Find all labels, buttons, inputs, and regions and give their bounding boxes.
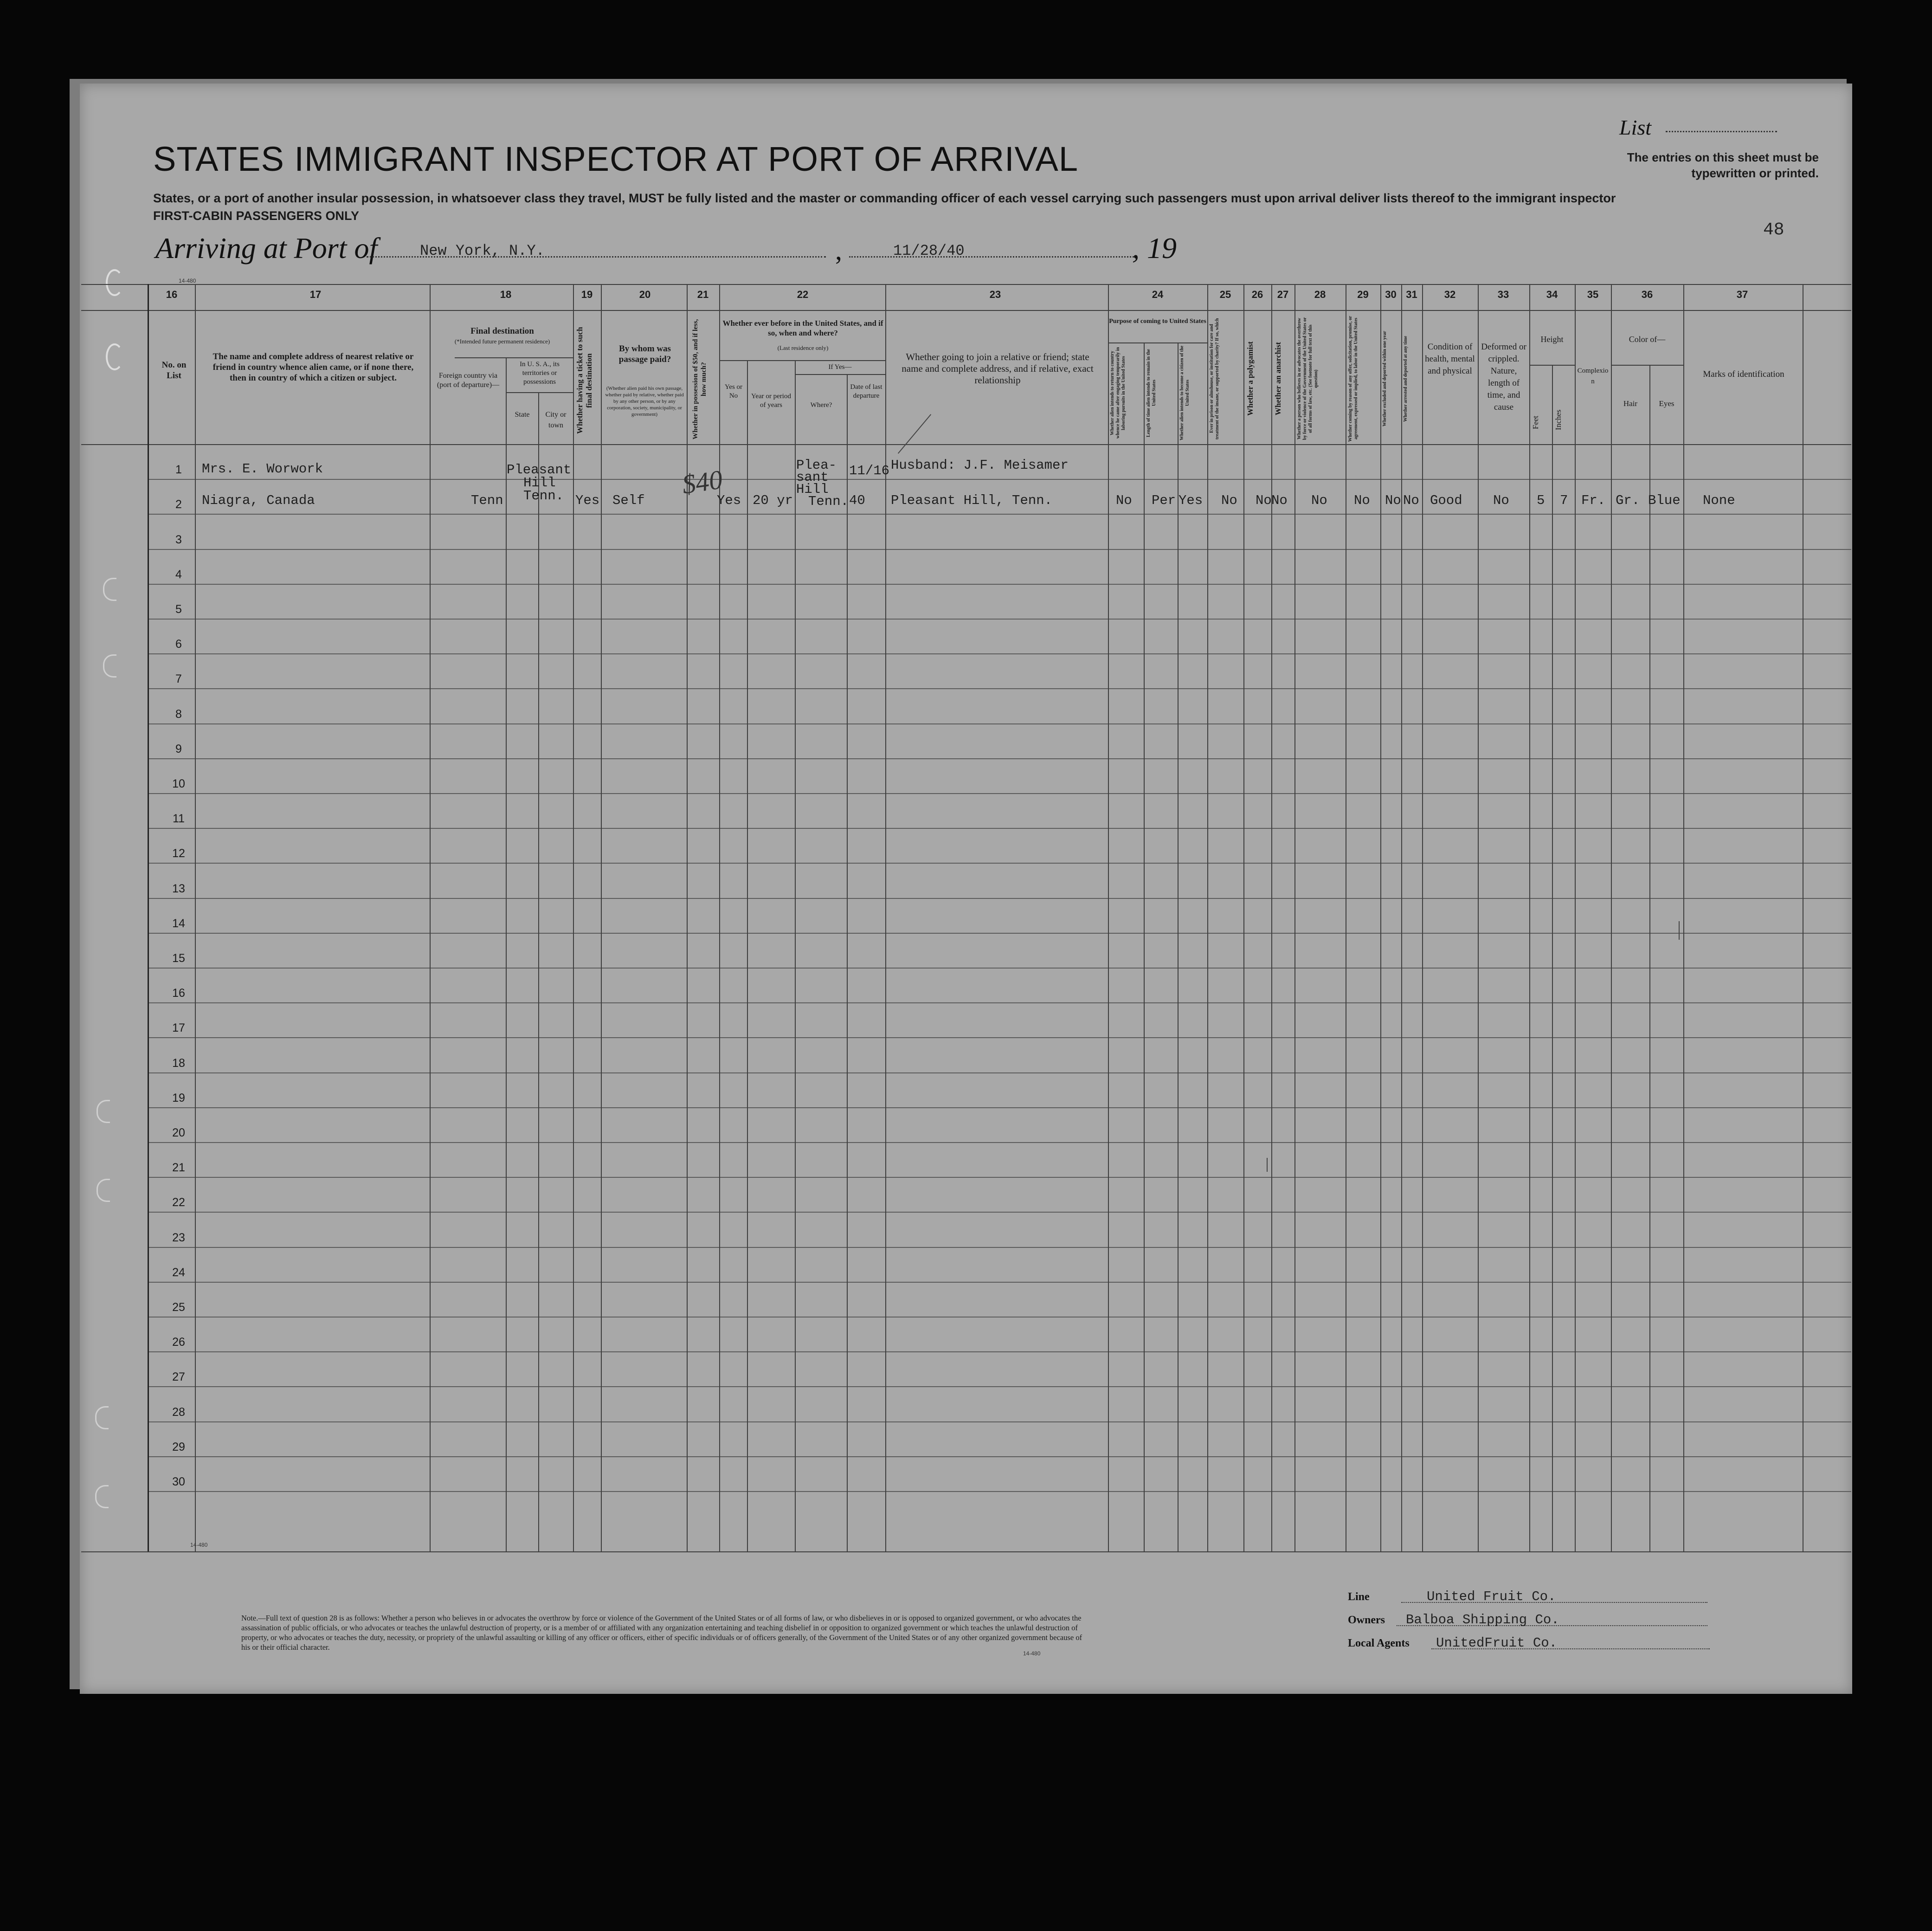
row-number: 29 xyxy=(172,1440,185,1453)
col18-sub-divider xyxy=(455,357,573,358)
bottom-form-number: 14-480 xyxy=(190,1542,208,1548)
owners-label: Owners xyxy=(1348,1614,1385,1626)
colnum-32: 32 xyxy=(1444,289,1456,300)
row-line xyxy=(148,1351,1851,1352)
header-passage-paid: By whom was passage paid? xyxy=(618,344,671,364)
where-4: Tenn. xyxy=(808,494,849,509)
row-line xyxy=(148,688,1851,689)
where-3: Hill xyxy=(796,482,829,497)
row-number: 8 xyxy=(175,707,182,721)
agents-label: Local Agents xyxy=(1348,1637,1410,1649)
col-border xyxy=(1529,284,1530,1551)
header-nearest-relative: The name and complete address of nearest relative or friend in country whence alien came, or if none there, then in country of which a citizen or subject. xyxy=(213,352,414,383)
polygamist: No xyxy=(1256,493,1272,508)
form-number: 14-480 xyxy=(179,278,196,284)
labor-offer: No xyxy=(1354,493,1370,508)
header-last-residence: (Last residence only) xyxy=(777,344,829,351)
where-1: Plea- xyxy=(796,458,837,473)
typewritten-note: The entries on this sheet must be typewritten or printed. xyxy=(1627,150,1819,180)
row-line xyxy=(148,828,1851,829)
eye-color: Blue xyxy=(1648,493,1681,508)
question-28-footnote: Note.—Full text of question 28 is as follows: Whether a person who believes in or advocates the overthrow by force or violence of the Government of the United States or of all forms of law, or who disbelieves in or is opposed to organized government, or who advocates the assassination of public officials, or who advocates or teaches the unlawful destruction of property, or is a member of or affiliated with any organization entertaining and teaching disbelief in or opposition to organized government or which teaches the unlawful destruction of property, or who advocates or teaches the duty, necessity, or propriety of the unlawful assaulting or killing of any officer or officers, either of specific individuals or of officers generally, of the Government of the United States or of any other organized government because of his or their official character. xyxy=(241,1614,1082,1652)
header-no-on-list: No. on List xyxy=(161,360,187,381)
row-number: 11 xyxy=(173,812,185,826)
header-inches: Inches xyxy=(1554,409,1563,431)
col22-sub-divider-2 xyxy=(795,374,885,375)
has-ticket: Yes xyxy=(575,493,600,508)
col-border xyxy=(1401,284,1402,1551)
agents-value: UnitedFruit Co. xyxy=(1436,1635,1558,1651)
row-number: 2 xyxy=(175,498,182,511)
header-feet: Feet xyxy=(1531,415,1540,429)
col-border xyxy=(1611,284,1612,1551)
header-color-of: Color of— xyxy=(1629,335,1666,344)
col-border xyxy=(1575,284,1576,1551)
row-number: 14 xyxy=(172,917,185,930)
row-number: 28 xyxy=(172,1405,185,1419)
intends-return: No xyxy=(1116,493,1132,508)
footnote-form-number: 14-480 xyxy=(1023,1650,1041,1657)
header-state: State xyxy=(515,411,530,419)
deformed: No xyxy=(1493,493,1509,508)
header-deported: Whether arrested and deported at any time xyxy=(1403,336,1408,422)
complexion: Fr. xyxy=(1581,493,1606,508)
header-complexion: Complexion xyxy=(1577,367,1609,385)
col22-sub-divider xyxy=(719,360,885,361)
header-join-relative: Whether going to join a relative or friend; state name and complete address, and if relative, exact relationship xyxy=(902,351,1094,386)
header-date-departure: Date of last departure xyxy=(850,383,882,400)
col-border xyxy=(1108,284,1109,1551)
joining-relative-2: Pleasant Hill, Tenn. xyxy=(891,493,1053,508)
check-mark-icon xyxy=(1267,1158,1268,1172)
binder-hole-icon xyxy=(106,343,123,370)
header-city: City or town xyxy=(545,411,567,429)
col-border xyxy=(1294,284,1295,1551)
colnum-30: 30 xyxy=(1385,289,1397,300)
relative-name: Mrs. E. Worwork xyxy=(202,461,323,477)
hair-color: Gr. xyxy=(1616,493,1640,508)
row-line xyxy=(148,1142,1851,1143)
row-line xyxy=(148,1212,1851,1213)
row-number: 10 xyxy=(172,777,185,790)
destination-city-2: Hill xyxy=(523,475,556,491)
col-border xyxy=(1649,365,1650,1551)
col-border xyxy=(1478,284,1479,1551)
height-feet: 5 xyxy=(1537,493,1545,508)
header-deformed: Deformed or crippled. Nature, length of time, and cause xyxy=(1481,342,1526,412)
header-overthrow: Whether a person who believes in or advocates the overthrow by force or violence of the Government of the United States or of all forms of law, etc. (See footnote for full text of this question) xyxy=(1297,317,1319,440)
header-become-citizen: Whether alien intends to become a citizen of the United States xyxy=(1179,345,1190,441)
row-line xyxy=(148,1282,1851,1283)
header-health: Condition of health, mental and physical xyxy=(1425,342,1475,376)
col-border xyxy=(1552,365,1553,1551)
overthrow: No xyxy=(1311,493,1327,508)
where-2: sant xyxy=(796,470,829,485)
header-passage-paid-note: (Whether alien paid his own passage, whether paid by relative, whether paid by any other person, or by any corporation, society, municipality, or government) xyxy=(605,386,684,417)
colnum-28: 28 xyxy=(1314,289,1326,300)
col-border xyxy=(1380,284,1381,1551)
colnum-36: 36 xyxy=(1641,289,1653,300)
destination-city-3: Tenn. xyxy=(523,488,564,504)
col-border xyxy=(1683,284,1684,1551)
row-number: 23 xyxy=(172,1231,185,1244)
height-inches: 7 xyxy=(1560,493,1568,508)
header-final-destination-note: (*Intended future permanent residence) xyxy=(454,338,550,345)
form-title: STATES IMMIGRANT INSPECTOR AT PORT OF ARRIVAL xyxy=(153,140,1079,178)
colnum-16: 16 xyxy=(166,289,178,300)
row-line xyxy=(148,863,1851,864)
colnum-26: 26 xyxy=(1251,289,1263,300)
row-line xyxy=(148,479,1851,480)
destination-city-1: Pleasant xyxy=(507,462,572,478)
before-in-us: Yes xyxy=(717,493,741,508)
header-eyes: Eyes xyxy=(1659,399,1674,408)
col-border xyxy=(1271,284,1272,1551)
arrival-date: 11/28/40 xyxy=(893,242,965,259)
colnum-31: 31 xyxy=(1406,289,1417,300)
passage-paid-by: Self xyxy=(612,493,645,508)
row-line xyxy=(148,1491,1851,1492)
list-number-field xyxy=(1666,131,1777,132)
col36-sub-divider xyxy=(1611,365,1683,366)
check-mark-icon xyxy=(1679,921,1680,940)
colnum-37: 37 xyxy=(1736,289,1748,300)
colnum-21: 21 xyxy=(697,289,709,300)
header-if-yes: If Yes— xyxy=(828,363,852,371)
row-number: 27 xyxy=(172,1370,185,1384)
header-excluded: Whether excluded and deported within one year xyxy=(1382,331,1387,426)
row-line xyxy=(148,1456,1851,1457)
row-line xyxy=(148,968,1851,969)
row-line xyxy=(148,933,1851,934)
row-number: 16 xyxy=(172,987,185,1000)
col-border xyxy=(573,284,574,1551)
col-border xyxy=(795,360,796,1551)
money-handwritten: $40 xyxy=(680,464,725,500)
binder-hole-icon xyxy=(106,269,123,296)
row-number: 21 xyxy=(172,1161,185,1175)
row-line xyxy=(148,758,1851,759)
row-number: 4 xyxy=(175,568,182,581)
destination-state: Tenn xyxy=(471,493,503,508)
joining-relative-1: Husband: J.F. Meisamer xyxy=(891,458,1069,473)
col-border xyxy=(148,284,149,1551)
header-yes-no: Yes or No xyxy=(724,383,743,400)
row-number: 20 xyxy=(172,1126,185,1139)
header-period: Year or period of years xyxy=(751,393,791,409)
row-line xyxy=(148,1072,1851,1073)
passenger-class: FIRST-CABIN PASSENGERS ONLY xyxy=(153,209,360,223)
colnum-18: 18 xyxy=(500,289,512,300)
row-number: 22 xyxy=(172,1196,185,1209)
row-line xyxy=(148,1421,1851,1422)
manifest-sheet xyxy=(80,84,1852,1694)
colnum-19: 19 xyxy=(581,289,593,300)
col-border xyxy=(506,357,507,1551)
period-years: 20 yr xyxy=(753,493,793,508)
row-number: 19 xyxy=(172,1091,185,1104)
row-number: 6 xyxy=(175,638,182,651)
col-border xyxy=(538,392,539,1551)
row-line xyxy=(148,619,1851,620)
header-polygamist: Whether a polygamist xyxy=(1246,341,1255,416)
colnum-20: 20 xyxy=(639,289,651,300)
header-prison: Ever in prison or almshouse, or institution for care and treatment of the insane, or supported by charity? If so, which xyxy=(1209,318,1220,439)
header-anarchist: Whether an anarchist xyxy=(1274,342,1282,416)
prison: No xyxy=(1221,493,1237,508)
table-bottom-border xyxy=(81,1551,1851,1552)
col-border xyxy=(195,284,196,1551)
row-number: 9 xyxy=(175,742,182,756)
port-value: New York, N.Y. xyxy=(420,242,545,259)
row-number: 5 xyxy=(175,603,182,616)
row-number: 18 xyxy=(172,1056,185,1070)
row-number: 1 xyxy=(175,463,182,477)
row-line xyxy=(148,793,1851,794)
row-number: 13 xyxy=(172,882,185,895)
col-border xyxy=(1144,342,1145,1551)
colnum-23: 23 xyxy=(989,289,1001,300)
col-border xyxy=(747,360,748,1551)
column-number-row-border xyxy=(81,310,1851,311)
col24-sub-divider xyxy=(1108,342,1207,343)
header-where: Where? xyxy=(810,401,832,409)
row-line xyxy=(148,898,1851,899)
identification-marks: None xyxy=(1703,493,1735,508)
header-in-usa: In U. S. A., its territories or possessions xyxy=(520,361,560,386)
departure-date-1: 11/16 xyxy=(849,463,890,478)
row-number: 12 xyxy=(172,847,185,860)
colnum-24: 24 xyxy=(1152,289,1164,300)
header-final-destination: Final destination xyxy=(470,326,534,336)
header-return: Whether alien intends to return to country whence he came after engaging temporarily in laboring pursuits in the United States xyxy=(1110,347,1126,439)
header-purpose: Purpose of coming to United States xyxy=(1109,318,1206,325)
row-line xyxy=(148,1247,1851,1248)
row-number: 25 xyxy=(172,1301,185,1314)
header-fifty-dollars: Whether in possession of $50, and if less, how much? xyxy=(692,319,708,440)
row-line xyxy=(148,514,1851,515)
header-foreign-country: Foreign country via (port of departure)— xyxy=(437,372,500,389)
colnum-22: 22 xyxy=(797,289,809,300)
col-border xyxy=(1207,284,1208,1551)
col-border xyxy=(430,284,431,1551)
col-border xyxy=(1243,284,1244,1551)
health: Good xyxy=(1430,493,1462,508)
colnum-25: 25 xyxy=(1219,289,1231,300)
comma-separator: , xyxy=(835,235,842,265)
row-number: 17 xyxy=(172,1021,185,1035)
colnum-29: 29 xyxy=(1357,289,1369,300)
list-label: List xyxy=(1619,116,1652,139)
row-line xyxy=(148,1177,1851,1178)
date-field-line xyxy=(849,256,1137,258)
header-bottom-border xyxy=(81,444,1851,445)
header-height: Height xyxy=(1540,335,1564,344)
owners-value: Balboa Shipping Co. xyxy=(1406,1612,1559,1627)
header-marks: Marks of identification xyxy=(1703,369,1784,379)
length-of-stay: Per xyxy=(1152,493,1176,508)
header-ticket: Whether having a ticket to such final destination xyxy=(575,327,593,434)
row-line xyxy=(148,653,1851,654)
arriving-label: Arriving at Port of xyxy=(155,232,378,265)
header-labor-offer: Whether coming by reason of any offer, solicitation, promise, or agreement, expressed or implied, to labor in the United States xyxy=(1348,316,1359,442)
line-value: United Fruit Co. xyxy=(1427,1589,1556,1604)
col-border xyxy=(601,284,602,1551)
col-border xyxy=(1178,342,1179,1551)
form-instructions: States, or a port of another insular possession, in whatsoever class they travel, MUST be fully listed and the master or commanding officer of each vessel carrying such passengers must upon arrival deliver lists thereof to the immigrant inspector xyxy=(153,191,1616,205)
colnum-34: 34 xyxy=(1546,289,1558,300)
row-number: 24 xyxy=(172,1266,185,1279)
deported: No xyxy=(1403,493,1419,508)
relative-address: Niagra, Canada xyxy=(202,493,315,508)
row-line xyxy=(148,1002,1851,1003)
row-line xyxy=(148,723,1851,724)
row-line xyxy=(148,549,1851,550)
row-number: 3 xyxy=(175,533,182,546)
page-number: 48 xyxy=(1763,220,1784,240)
year-label: , 19 xyxy=(1132,232,1177,265)
become-citizen: Yes xyxy=(1179,493,1203,508)
anarchist: No xyxy=(1271,493,1288,508)
row-number: 30 xyxy=(172,1475,185,1488)
departure-date-2: 40 xyxy=(849,493,865,508)
row-number: 15 xyxy=(172,952,185,965)
colnum-35: 35 xyxy=(1587,289,1599,300)
colnum-17: 17 xyxy=(309,289,322,300)
row-number: 7 xyxy=(175,672,182,686)
table-top-border xyxy=(81,284,1851,285)
header-before-in-us: Whether ever before in the United States, and if so, when and where? xyxy=(722,319,883,337)
colnum-33: 33 xyxy=(1497,289,1509,300)
col-border xyxy=(847,374,848,1551)
header-hair: Hair xyxy=(1623,399,1638,408)
colnum-27: 27 xyxy=(1277,289,1289,300)
col18-sub-divider-2 xyxy=(506,392,573,393)
col-border xyxy=(1422,284,1423,1551)
row-number: 26 xyxy=(172,1336,185,1349)
line-label: Line xyxy=(1348,1591,1370,1603)
row-line xyxy=(148,1107,1851,1108)
row-line xyxy=(148,584,1851,585)
header-length-of-stay: Length of time alien intends to remain in the United States xyxy=(1146,349,1157,437)
excluded: No xyxy=(1385,493,1401,508)
row-line xyxy=(148,1037,1851,1038)
row-line xyxy=(148,1386,1851,1387)
